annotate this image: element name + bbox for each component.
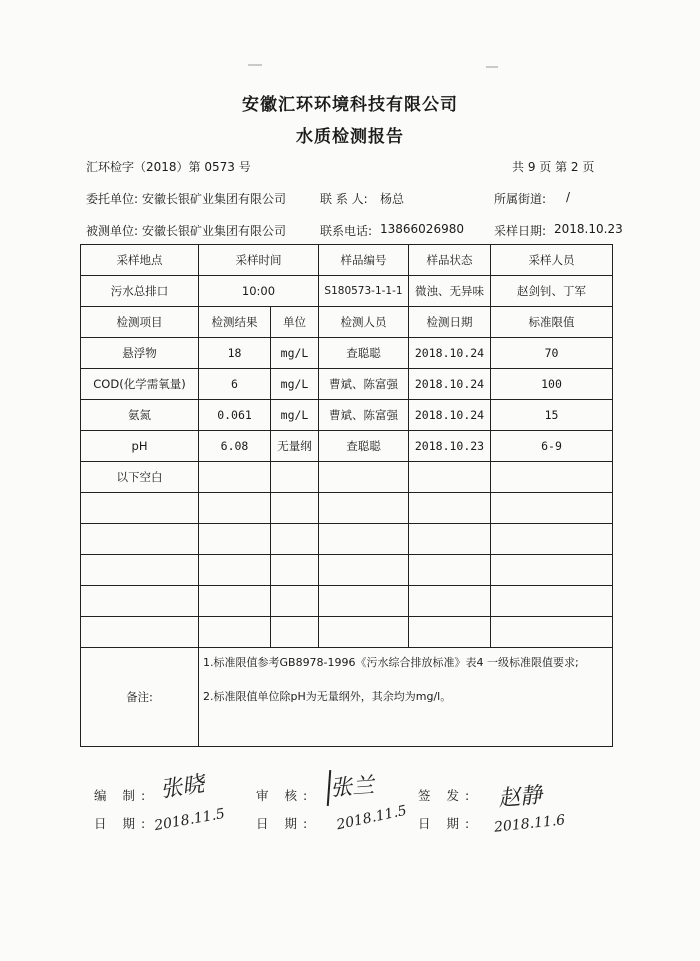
table-row — [81, 431, 613, 462]
table-cell: 氨氮 — [81, 400, 199, 431]
table-cell: 6-9 — [491, 431, 613, 462]
table-cell: 15 — [491, 400, 613, 431]
table-cell: 2018.10.23 — [409, 431, 491, 462]
empty-row — [81, 493, 613, 524]
table-cell: COD(化学需氧量) — [81, 369, 199, 400]
street-label: 所属街道: — [494, 192, 547, 206]
sampling-value-row — [81, 276, 613, 307]
client-label: 委托单位: — [86, 192, 139, 206]
table-header: 单位 — [271, 307, 319, 338]
table-cell: 污水总排口 — [81, 276, 199, 307]
table-cell: 100 — [491, 369, 613, 400]
issue-date: 2018.11.6 — [493, 812, 566, 836]
table-cell: 赵剑钊、丁军 — [491, 276, 613, 307]
phone-label: 联系电话: — [320, 224, 373, 238]
remarks-row — [81, 648, 613, 747]
table-cell: 曹斌、陈富强 — [319, 400, 409, 431]
results-table — [80, 244, 613, 747]
table-row — [81, 462, 613, 493]
table-row — [81, 369, 613, 400]
table-cell: 10:00 — [199, 276, 319, 307]
company-name: 安徽汇环环境科技有限公司 — [242, 95, 458, 115]
sample-date-label: 采样日期: — [494, 224, 547, 238]
table-cell: 18 — [199, 338, 271, 369]
table-cell: mg/L — [271, 369, 319, 400]
report-number: 汇环检字（2018）第 0573 号 — [86, 160, 251, 174]
client-value: 安徽长银矿业集团有限公司 — [142, 192, 287, 206]
issue-label: 签 发: — [418, 788, 476, 803]
review-date-label: 日 期: — [256, 816, 314, 831]
review-label: 审 核: — [256, 788, 314, 803]
page-count: 共 9 页 第 2 页 — [512, 160, 595, 174]
table-row — [81, 338, 613, 369]
table-header: 采样地点 — [81, 245, 199, 276]
table-header: 样品状态 — [409, 245, 491, 276]
table-cell: S180573-1-1-1 — [319, 276, 409, 307]
issue-date-label: 日 期: — [418, 816, 476, 831]
sample-date-value: 2018.10.23 — [554, 222, 623, 236]
empty-row — [81, 524, 613, 555]
compile-date: 2018.11.5 — [153, 805, 227, 835]
table-cell: 6.08 — [199, 431, 271, 462]
tested-unit-label: 被测单位: — [86, 224, 139, 238]
table-cell: 悬浮物 — [81, 338, 199, 369]
table-cell: mg/L — [271, 338, 319, 369]
table-cell: pH — [81, 431, 199, 462]
table-cell: 查聪聪 — [319, 338, 409, 369]
contact-value: 杨总 — [380, 192, 405, 206]
table-header: 标准限值 — [491, 307, 613, 338]
compile-signature: 张晓 — [158, 772, 206, 803]
compile-date-label: 日 期: — [94, 816, 152, 831]
table-cell: 2018.10.24 — [409, 369, 491, 400]
table-cell: 2018.10.24 — [409, 400, 491, 431]
remarks-content — [199, 648, 613, 747]
contact-label: 联 系 人: — [320, 192, 368, 206]
review-date: 2018.11.5 — [335, 802, 409, 834]
table-cell: 微浊、无异味 — [409, 276, 491, 307]
table-header: 采样时间 — [199, 245, 319, 276]
scan-mark — [248, 64, 262, 66]
sampling-header-row — [81, 245, 613, 276]
phone-value: 13866026980 — [380, 222, 464, 236]
table-header: 采样人员 — [491, 245, 613, 276]
table-cell: 0.061 — [199, 400, 271, 431]
table-row — [81, 400, 613, 431]
table-header: 检测日期 — [409, 307, 491, 338]
remarks-label: 备注: — [81, 648, 199, 747]
table-cell: 6 — [199, 369, 271, 400]
blank-note: 以下空白 — [81, 462, 199, 493]
table-cell: 曹斌、陈富强 — [319, 369, 409, 400]
scan-mark — [486, 66, 498, 68]
issue-signature: 赵静 — [497, 783, 544, 812]
table-header: 检测人员 — [319, 307, 409, 338]
remark-line: 2.标准限值单位除pH为无量纲外，其余均为mg/l。 — [203, 690, 452, 703]
empty-row — [81, 555, 613, 586]
table-cell: mg/L — [271, 400, 319, 431]
table-cell: 查聪聪 — [319, 431, 409, 462]
table-header: 样品编号 — [319, 245, 409, 276]
results-header-row — [81, 307, 613, 338]
report-title: 水质检测报告 — [296, 127, 404, 147]
table-cell: 70 — [491, 338, 613, 369]
table-cell: 无量纲 — [271, 431, 319, 462]
remark-line: 1.标准限值参考GB8978-1996《污水综合排放标准》表4 一级标准限值要求; — [203, 656, 579, 669]
compile-label: 编 制: — [94, 788, 152, 803]
tested-unit-value: 安徽长银矿业集团有限公司 — [142, 224, 287, 238]
table-header: 检测结果 — [199, 307, 271, 338]
empty-row — [81, 586, 613, 617]
street-value: / — [566, 190, 571, 204]
review-signature: 张兰 — [329, 773, 375, 802]
empty-row — [81, 617, 613, 648]
table-cell: 2018.10.24 — [409, 338, 491, 369]
table-header: 检测项目 — [81, 307, 199, 338]
